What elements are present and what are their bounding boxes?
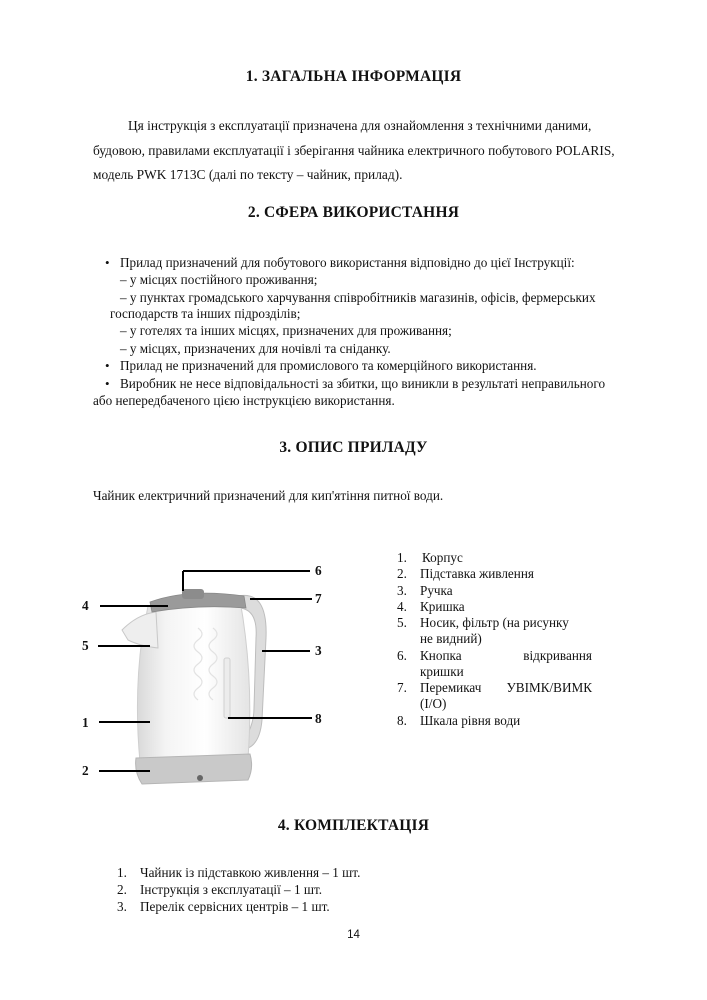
kettle-diagram [78,558,338,794]
callout-4: 4 [82,598,89,613]
section-4-title: 4. КОМПЛЕКТАЦІЯ [277,817,430,834]
section-1-paragraph-line-3: модель PWK 1713C (далі по тексту – чайник, прилад). [93,167,403,182]
bullet-item-continued: або непередбаченого цією інструкцією використання. [93,393,395,408]
bullet-item: • Прилад не призначений для промислового та комерційного використання. [120,358,537,374]
page-number: 14 [347,929,360,941]
parts-list: 1. Корпус 2. Підставка живлення 3. Ручка 4. Кришка 5. Носик, фільтр (на рисунку не видний) 6. Кнопка відкривання кришки 7. Перемикач УВІМК/ВИМК (I/O) 8. Шкала рівня води [397,550,592,728]
section-1-title: 1. ЗАГАЛЬНА ІНФОРМАЦІЯ [245,68,462,85]
callout-2: 2 [82,763,89,778]
lid-button [182,589,204,599]
dash-item: – у пунктах громадського харчування співробітників магазинів, офісів, фермерських [120,290,596,305]
callout-1: 1 [82,715,89,730]
callout-5: 5 [82,638,89,653]
bullet-item: • Прилад призначений для побутового використання відповідно до цієї Інструкції: [120,255,575,271]
package-list: 1. Чайник із підставкою живлення – 1 шт. 2. Інструкція з експлуатації – 1 шт. 3. Перелік сервісних центрів – 1 шт. [117,865,361,914]
power-switch [197,775,203,781]
dash-item: – у місцях постійного проживання; [120,272,318,287]
kettle-spout [122,612,158,648]
section-2-title: 2. СФЕРА ВИКОРИСТАННЯ [247,204,460,221]
water-level-window [224,658,230,718]
callout-8: 8 [315,711,322,726]
dash-item: – у готелях та інших місцях, призначених для проживання; [120,323,452,338]
callout-3: 3 [315,643,322,658]
section-3-title: 3. ОПИС ПРИЛАДУ [279,439,428,456]
section-3-intro: Чайник електричний призначений для кип'ятіння питної води. [93,488,444,503]
kettle-base [136,754,252,784]
dash-item: – у місцях, призначених для ночівлі та сніданку. [120,341,391,356]
section-1-paragraph-line-1: Ця інструкція з експлуатації призначена для ознайомлення з технічними даними, [128,118,592,133]
callout-6: 6 [315,563,322,578]
dash-item-continued: господарств та інших підрозділів; [110,306,301,321]
bullet-item: • Виробник не несе відповідальності за збитки, що виникли в результаті неправильного [120,376,605,392]
section-1-paragraph-line-2: будовою, правилами експлуатації і зберігання чайника електричного побутового POLARIS, [93,143,615,158]
callout-7: 7 [315,591,322,606]
